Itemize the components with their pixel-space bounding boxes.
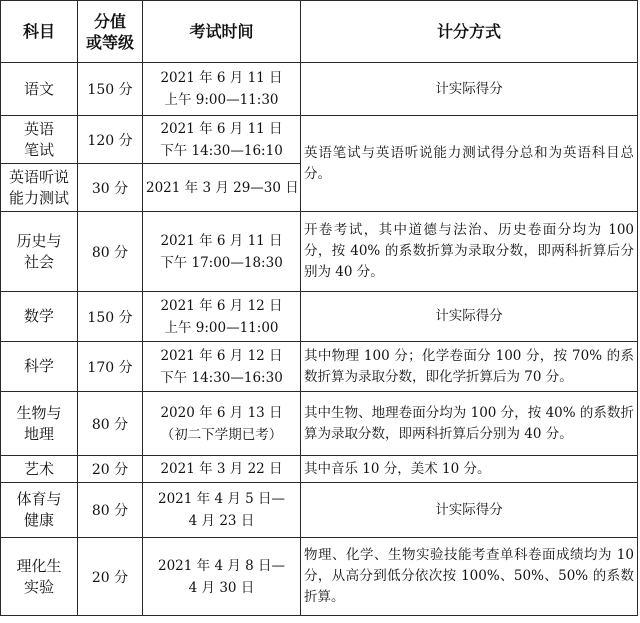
time-cell <box>143 63 301 116</box>
subject-cell <box>1 456 78 483</box>
time-cell <box>143 538 301 616</box>
table-row <box>1 483 638 538</box>
subject-cell <box>1 342 78 392</box>
subject-cell <box>1 292 78 342</box>
time-line: 2021 年 4 月 8 日— <box>158 557 285 574</box>
table-row <box>1 538 638 616</box>
subject-line: 实验 <box>23 577 54 596</box>
score-cell: 150 分 <box>78 292 143 342</box>
subject-line: 艺术 <box>23 459 54 478</box>
time-line: 4 月 30 日 <box>188 579 255 596</box>
subject-line: 历史与 <box>16 231 62 250</box>
subject-cell <box>1 212 78 292</box>
time-line: 2021 年 4 月 5 日— <box>158 491 285 507</box>
subject-cell <box>1 116 78 164</box>
subject-cell <box>1 538 78 616</box>
subject-line: 健康 <box>23 511 54 529</box>
header-time: 考试时间 <box>143 1 301 63</box>
time-line: 2021 年 3 月 29—30 日 <box>146 179 299 196</box>
time-line: 2021 年 6 月 11 日 <box>160 120 283 137</box>
table-row <box>1 63 638 116</box>
method-cell: 开卷考试，其中道德与法治、历史卷面分均为 100 分，按 40% 的系数折算为录取分数，即两科折算后分别为 40 分。 <box>301 212 638 292</box>
subject-line: 理化生 <box>16 556 62 575</box>
subject-cell <box>1 392 78 456</box>
subject-line: 语文 <box>23 79 54 98</box>
time-cell <box>143 456 301 483</box>
table-row <box>1 292 638 342</box>
time-line: （初二下学期已考） <box>160 426 283 443</box>
subject-cell <box>1 483 78 538</box>
subject-line: 笔试 <box>23 140 54 159</box>
subject-line: 数学 <box>23 307 54 325</box>
time-cell <box>143 164 301 212</box>
subject-line: 体育与 <box>16 490 62 508</box>
score-cell: 80 分 <box>78 483 143 538</box>
score-cell: 80 分 <box>78 392 143 456</box>
method-cell: 计实际得分 <box>301 63 638 116</box>
table-row <box>1 116 638 164</box>
time-line: 下午 17:00—18:30 <box>160 254 283 271</box>
subject-line: 地理 <box>23 424 54 443</box>
header-score-line: 分值 <box>93 11 126 31</box>
subject-line: 生物与 <box>16 403 62 422</box>
method-cell: 其中物理 100 分；化学卷面分 100 分，按 70% 的系数折算为录取分数，即化学折算后为 70 分。 <box>301 342 638 392</box>
score-cell: 80 分 <box>78 212 143 292</box>
time-line: 2021 年 3 月 22 日 <box>160 461 283 477</box>
time-line: 4 月 23 日 <box>188 513 255 529</box>
table-row <box>1 456 638 483</box>
subject-line: 英语 <box>23 119 54 138</box>
subject-cell <box>1 63 78 116</box>
score-cell: 120 分 <box>78 116 143 164</box>
time-cell <box>143 116 301 164</box>
score-cell: 20 分 <box>78 538 143 616</box>
header-row <box>1 1 638 63</box>
method-cell: 计实际得分 <box>301 292 638 342</box>
method-cell: 物理、化学、生物实验技能考查单科卷面成绩均为 10 分，从高分到低分依次按 100%、50%、50% 的系数折算。 <box>301 538 638 616</box>
time-cell <box>143 342 301 392</box>
header-score <box>78 1 143 63</box>
subject-line: 英语听说 <box>8 167 69 186</box>
table-row <box>1 342 638 392</box>
subject-cell <box>1 164 78 212</box>
table-row <box>1 212 638 292</box>
header-subject: 科目 <box>1 1 78 63</box>
time-line: 上午 9:00—11:00 <box>164 319 279 336</box>
time-line: 2020 年 6 月 13 日 <box>160 404 283 421</box>
method-cell: 计实际得分 <box>301 483 638 538</box>
time-cell <box>143 392 301 456</box>
score-cell: 170 分 <box>78 342 143 392</box>
time-line: 下午 14:30—16:30 <box>160 369 283 386</box>
time-line: 2021 年 6 月 12 日 <box>160 347 283 364</box>
score-cell: 150 分 <box>78 63 143 116</box>
header-method: 计分方式 <box>301 1 638 63</box>
method-cell: 其中音乐 10 分，美术 10 分。 <box>301 456 638 483</box>
time-cell <box>143 212 301 292</box>
time-line: 2021 年 6 月 12 日 <box>160 297 283 314</box>
table-row <box>1 392 638 456</box>
score-cell: 30 分 <box>78 164 143 212</box>
method-cell: 英语笔试与英语听说能力测试得分总和为英语科目总分。 <box>301 116 638 212</box>
time-cell <box>143 483 301 538</box>
subject-line: 社会 <box>23 252 54 271</box>
time-cell <box>143 292 301 342</box>
method-cell: 其中生物、地理卷面分均为 100 分，按 40% 的系数折算为录取分数，即两科折算后分别为 40 分。 <box>301 392 638 456</box>
time-line: 下午 14:30—16:10 <box>160 142 283 159</box>
subject-line: 科学 <box>23 357 54 375</box>
time-line: 2021 年 6 月 11 日 <box>160 232 283 249</box>
score-cell: 20 分 <box>78 456 143 483</box>
header-score-line: 或等级 <box>85 32 134 52</box>
time-line: 上午 9:00—11:30 <box>164 92 279 108</box>
subject-line: 能力测试 <box>8 188 69 207</box>
time-line: 2021 年 6 月 11 日 <box>160 70 283 86</box>
